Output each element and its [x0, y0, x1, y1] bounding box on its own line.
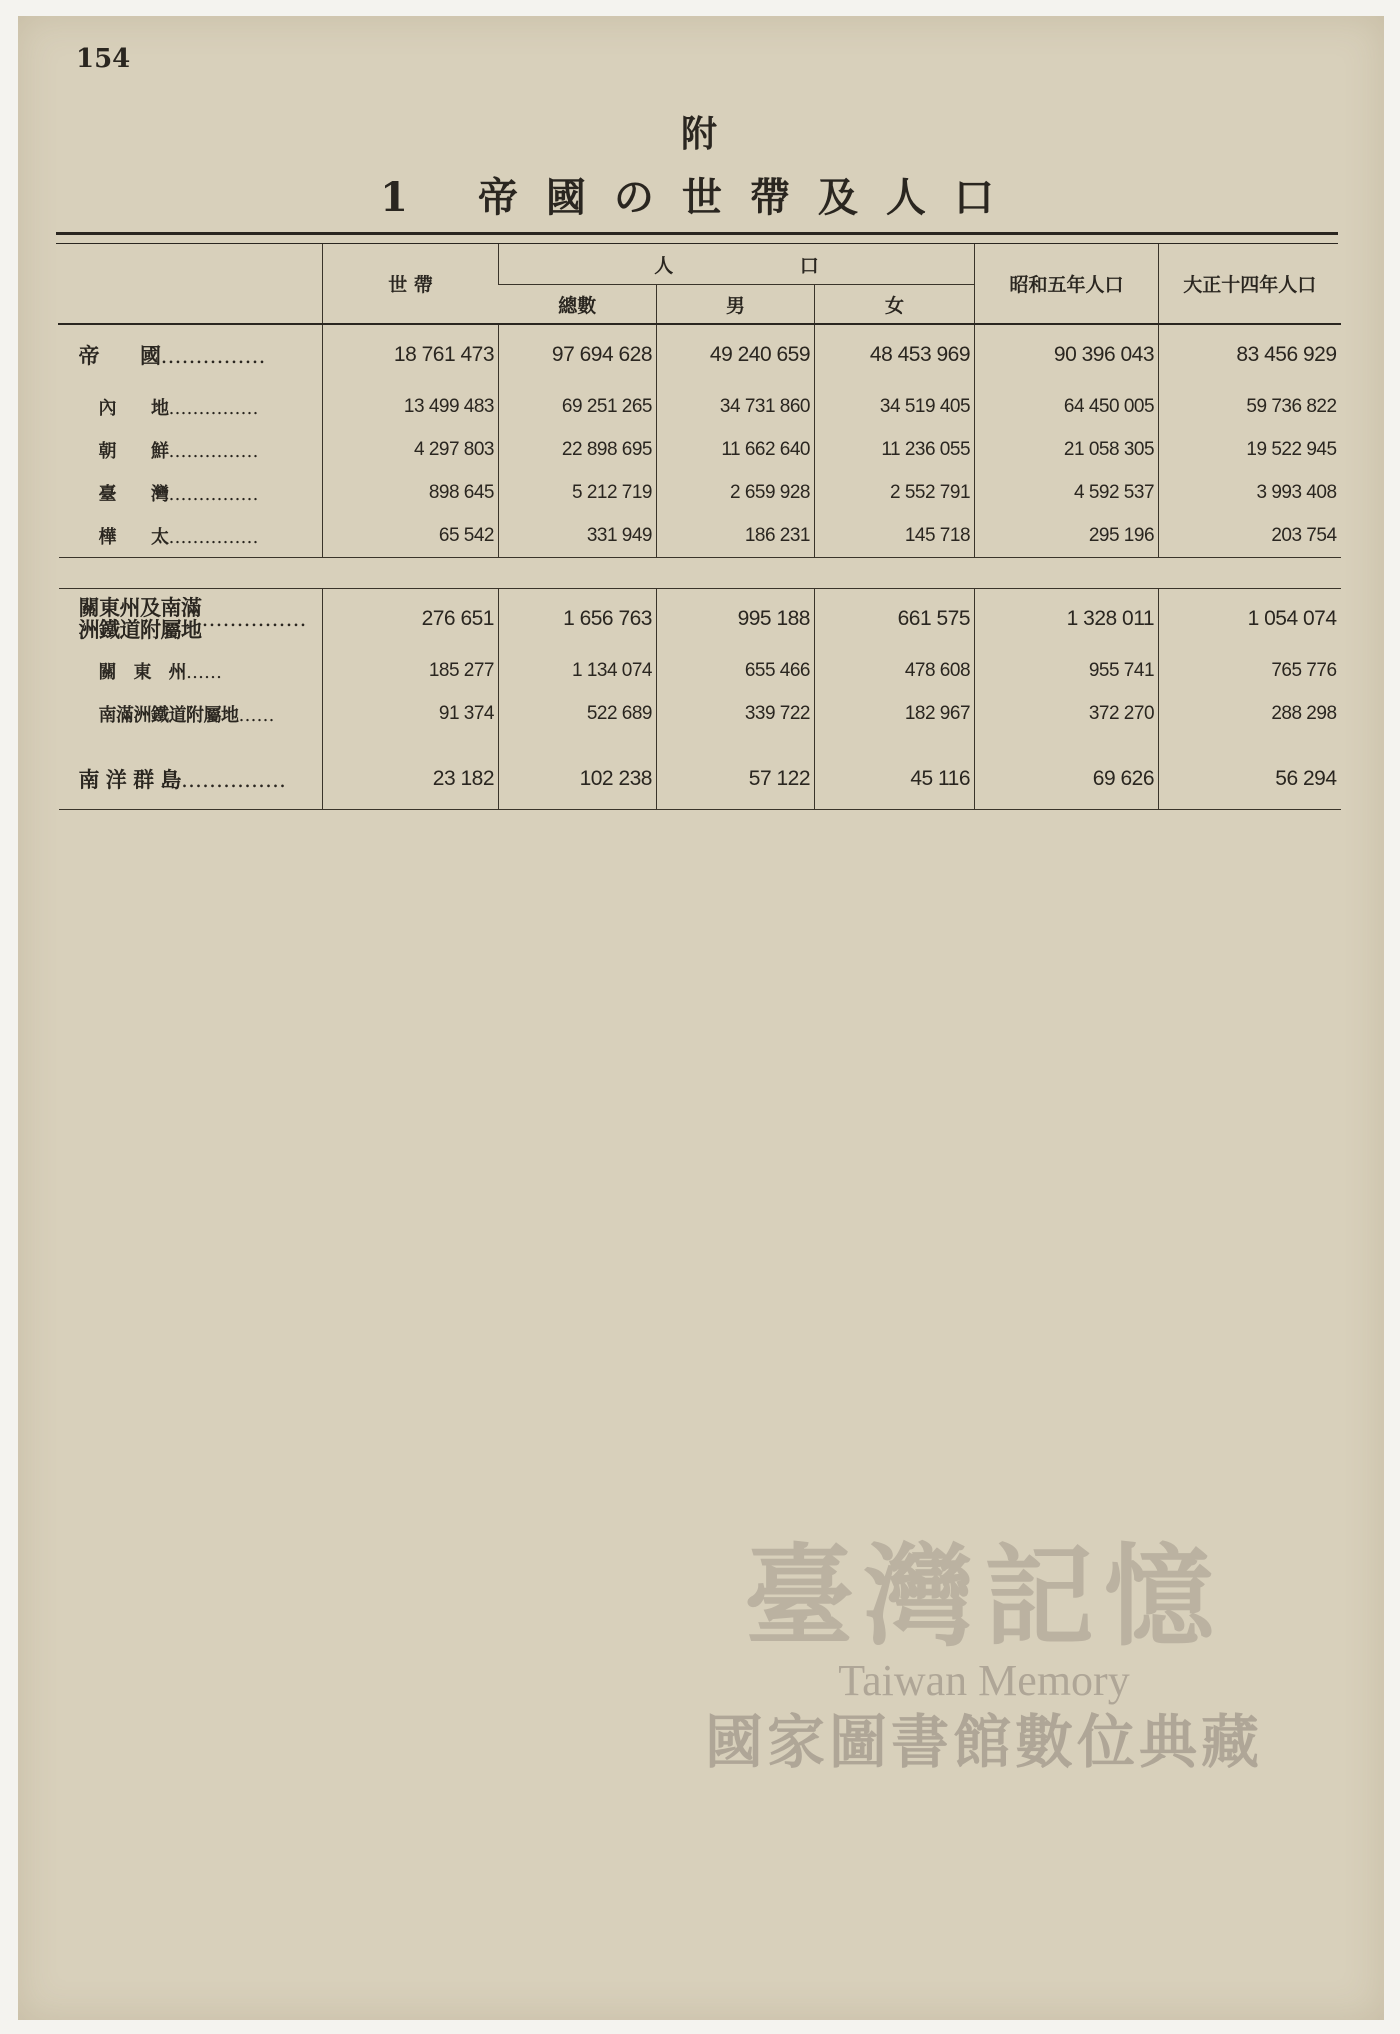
cell-taisho14: 288 298	[1159, 692, 1341, 735]
cell-total: 97 694 628	[499, 325, 657, 385]
cell-total: 102 238	[499, 749, 657, 810]
cell-showa5: 1 328 011	[975, 589, 1159, 650]
header-total: 總數	[499, 285, 657, 325]
header-blank	[59, 244, 323, 324]
cell-taisho14: 83 456 929	[1159, 325, 1341, 385]
cell-taisho14: 765 776	[1159, 649, 1341, 692]
cell-taisho14: 19 522 945	[1159, 428, 1341, 471]
population-table	[58, 244, 1341, 810]
cell-male: 995 188	[657, 589, 815, 650]
table-row-taiwan	[59, 471, 1341, 514]
cell-households: 276 651	[323, 589, 499, 650]
cell-households: 65 542	[323, 514, 499, 558]
cell-households: 185 277	[323, 649, 499, 692]
cell-male: 186 231	[657, 514, 815, 558]
cell-female: 145 718	[815, 514, 975, 558]
cell-total: 5 212 719	[499, 471, 657, 514]
document-page	[18, 16, 1384, 2020]
table-row-railway-zone	[59, 692, 1341, 735]
cell-male: 339 722	[657, 692, 815, 735]
cell-female: 182 967	[815, 692, 975, 735]
table-row-naichi	[59, 385, 1341, 428]
cell-total: 1 134 074	[499, 649, 657, 692]
cell-taisho14: 203 754	[1159, 514, 1341, 558]
section-divider	[59, 558, 1341, 589]
cell-showa5: 69 626	[975, 749, 1159, 810]
watermark-cjk: 臺灣記憶	[744, 1532, 1224, 1661]
cell-showa5: 955 741	[975, 649, 1159, 692]
cell-total: 331 949	[499, 514, 657, 558]
cell-female: 45 116	[815, 749, 975, 810]
cell-female: 11 236 055	[815, 428, 975, 471]
header-female: 女	[815, 285, 975, 325]
cell-male: 49 240 659	[657, 325, 815, 385]
cell-showa5: 64 450 005	[975, 385, 1159, 428]
row-label: 內 地……………	[98, 397, 259, 419]
header-taisho14: 大正十四年人口	[1159, 244, 1341, 324]
table-row-karafuto	[59, 514, 1341, 558]
table-row-kwantung-and-railway	[59, 589, 1341, 650]
table-row-south-seas	[59, 749, 1341, 810]
cell-male: 34 731 860	[657, 385, 815, 428]
appendix-mark: 附	[680, 113, 721, 155]
cell-male: 655 466	[657, 649, 815, 692]
cell-showa5: 295 196	[975, 514, 1159, 558]
cell-total: 69 251 265	[499, 385, 657, 428]
top-double-rule	[56, 232, 1338, 244]
cell-taisho14: 59 736 822	[1159, 385, 1341, 428]
cell-taisho14: 56 294	[1159, 749, 1341, 810]
cell-showa5: 90 396 043	[975, 325, 1159, 385]
table-row-kwantung	[59, 649, 1341, 692]
cell-showa5: 372 270	[975, 692, 1159, 735]
row-label: 樺 太……………	[98, 526, 259, 548]
cell-total: 1 656 763	[499, 589, 657, 650]
row-label: 關東州及南滿 洲鐵道附屬地……………	[78, 595, 307, 642]
cell-total: 22 898 695	[499, 428, 657, 471]
table-row-empire	[59, 325, 1341, 385]
row-label: 臺 灣……………	[98, 483, 259, 505]
header-male: 男	[657, 285, 815, 325]
row-label: 帝 國……………	[78, 343, 266, 368]
cell-households: 13 499 483	[323, 385, 499, 428]
cell-households: 23 182	[323, 749, 499, 810]
watermark-english: Taiwan Memory	[838, 1656, 1130, 1705]
cell-female: 34 519 405	[815, 385, 975, 428]
cell-male: 11 662 640	[657, 428, 815, 471]
cell-households: 91 374	[323, 692, 499, 735]
watermark-library: 國家圖書館數位典藏	[704, 1708, 1263, 1777]
cell-showa5: 21 058 305	[975, 428, 1159, 471]
watermark	[664, 1532, 1304, 1781]
cell-male: 57 122	[657, 749, 815, 810]
table-title: 1 帝國の世帶及人口	[380, 174, 1022, 221]
cell-female: 2 552 791	[815, 471, 975, 514]
cell-taisho14: 3 993 408	[1159, 471, 1341, 514]
row-label: 關 東 州……	[98, 661, 222, 683]
row-label: 南滿洲鐵道附屬地……	[98, 704, 275, 726]
cell-female: 48 453 969	[815, 325, 975, 385]
cell-total: 522 689	[499, 692, 657, 735]
row-label: 朝 鮮……………	[98, 440, 259, 462]
cell-taisho14: 1 054 074	[1159, 589, 1341, 650]
header-population: 人 口	[499, 244, 975, 285]
header-showa5: 昭和五年人口	[975, 244, 1159, 324]
cell-male: 2 659 928	[657, 471, 815, 514]
page-number: 154	[76, 44, 131, 74]
row-label: 南 洋 群 島……………	[59, 749, 323, 810]
cell-female: 478 608	[815, 649, 975, 692]
cell-households: 4 297 803	[323, 428, 499, 471]
header-households: 世 帶	[323, 244, 499, 324]
cell-households: 18 761 473	[323, 325, 499, 385]
cell-female: 661 575	[815, 589, 975, 650]
cell-households: 898 645	[323, 471, 499, 514]
cell-showa5: 4 592 537	[975, 471, 1159, 514]
table-row-chosen	[59, 428, 1341, 471]
